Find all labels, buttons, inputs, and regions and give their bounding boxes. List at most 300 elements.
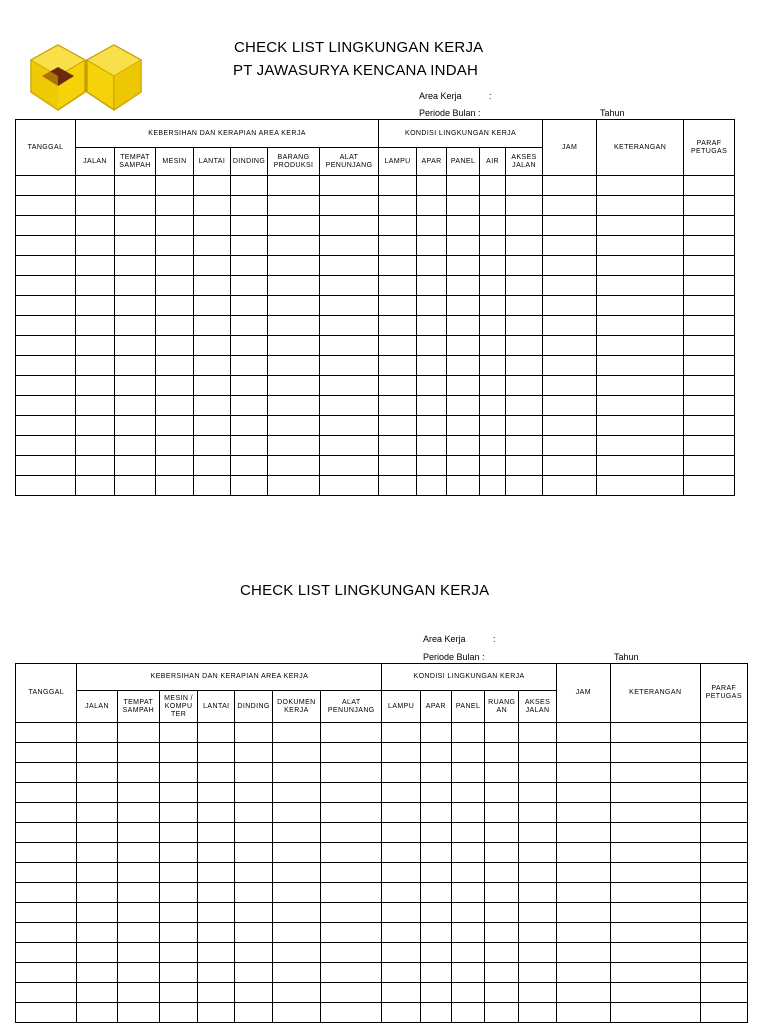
entry-cell[interactable] bbox=[16, 436, 76, 456]
entry-cell[interactable] bbox=[194, 176, 231, 196]
entry-cell[interactable] bbox=[420, 963, 451, 983]
entry-cell[interactable] bbox=[684, 416, 735, 436]
entry-cell[interactable] bbox=[159, 863, 197, 883]
entry-cell[interactable] bbox=[16, 276, 76, 296]
entry-cell[interactable] bbox=[16, 983, 77, 1003]
entry-cell[interactable] bbox=[16, 743, 77, 763]
entry-cell[interactable] bbox=[268, 216, 320, 236]
entry-cell[interactable] bbox=[382, 723, 420, 743]
entry-cell[interactable] bbox=[506, 256, 543, 276]
entry-cell[interactable] bbox=[684, 336, 735, 356]
entry-cell[interactable] bbox=[115, 476, 156, 496]
entry-cell[interactable] bbox=[77, 943, 117, 963]
entry-cell[interactable] bbox=[684, 376, 735, 396]
entry-cell[interactable] bbox=[556, 903, 610, 923]
entry-cell[interactable] bbox=[268, 336, 320, 356]
entry-cell[interactable] bbox=[480, 236, 506, 256]
entry-cell[interactable] bbox=[76, 396, 115, 416]
entry-cell[interactable] bbox=[156, 216, 194, 236]
entry-cell[interactable] bbox=[506, 416, 543, 436]
entry-cell[interactable] bbox=[194, 236, 231, 256]
entry-cell[interactable] bbox=[76, 356, 115, 376]
entry-cell[interactable] bbox=[194, 256, 231, 276]
entry-cell[interactable] bbox=[231, 176, 268, 196]
entry-cell[interactable] bbox=[115, 436, 156, 456]
entry-cell[interactable] bbox=[382, 963, 420, 983]
entry-cell[interactable] bbox=[321, 803, 382, 823]
entry-cell[interactable] bbox=[420, 743, 451, 763]
entry-cell[interactable] bbox=[556, 743, 610, 763]
entry-cell[interactable] bbox=[597, 216, 684, 236]
entry-cell[interactable] bbox=[115, 396, 156, 416]
entry-cell[interactable] bbox=[115, 376, 156, 396]
entry-cell[interactable] bbox=[77, 983, 117, 1003]
entry-cell[interactable] bbox=[543, 316, 597, 336]
entry-cell[interactable] bbox=[268, 476, 320, 496]
entry-cell[interactable] bbox=[543, 236, 597, 256]
entry-cell[interactable] bbox=[115, 456, 156, 476]
entry-cell[interactable] bbox=[156, 436, 194, 456]
entry-cell[interactable] bbox=[519, 723, 556, 743]
entry-cell[interactable] bbox=[117, 783, 159, 803]
entry-cell[interactable] bbox=[268, 416, 320, 436]
entry-cell[interactable] bbox=[16, 843, 77, 863]
entry-cell[interactable] bbox=[556, 1003, 610, 1023]
entry-cell[interactable] bbox=[235, 903, 272, 923]
entry-cell[interactable] bbox=[700, 883, 747, 903]
entry-cell[interactable] bbox=[76, 336, 115, 356]
entry-cell[interactable] bbox=[506, 276, 543, 296]
entry-cell[interactable] bbox=[379, 376, 417, 396]
entry-cell[interactable] bbox=[321, 923, 382, 943]
entry-cell[interactable] bbox=[320, 436, 379, 456]
entry-cell[interactable] bbox=[485, 923, 519, 943]
entry-cell[interactable] bbox=[198, 823, 235, 843]
entry-cell[interactable] bbox=[447, 336, 480, 356]
entry-cell[interactable] bbox=[268, 356, 320, 376]
entry-cell[interactable] bbox=[684, 436, 735, 456]
entry-cell[interactable] bbox=[556, 943, 610, 963]
entry-cell[interactable] bbox=[420, 983, 451, 1003]
entry-cell[interactable] bbox=[480, 296, 506, 316]
entry-cell[interactable] bbox=[321, 1003, 382, 1023]
entry-cell[interactable] bbox=[451, 743, 484, 763]
entry-cell[interactable] bbox=[379, 416, 417, 436]
entry-cell[interactable] bbox=[447, 476, 480, 496]
entry-cell[interactable] bbox=[16, 923, 77, 943]
entry-cell[interactable] bbox=[235, 763, 272, 783]
entry-cell[interactable] bbox=[320, 296, 379, 316]
entry-cell[interactable] bbox=[156, 356, 194, 376]
entry-cell[interactable] bbox=[76, 216, 115, 236]
entry-cell[interactable] bbox=[700, 803, 747, 823]
entry-cell[interactable] bbox=[321, 983, 382, 1003]
entry-cell[interactable] bbox=[451, 883, 484, 903]
entry-cell[interactable] bbox=[198, 923, 235, 943]
entry-cell[interactable] bbox=[480, 436, 506, 456]
entry-cell[interactable] bbox=[320, 456, 379, 476]
entry-cell[interactable] bbox=[485, 943, 519, 963]
entry-cell[interactable] bbox=[379, 476, 417, 496]
entry-cell[interactable] bbox=[519, 883, 556, 903]
entry-cell[interactable] bbox=[485, 723, 519, 743]
entry-cell[interactable] bbox=[420, 863, 451, 883]
entry-cell[interactable] bbox=[320, 176, 379, 196]
entry-cell[interactable] bbox=[159, 743, 197, 763]
entry-cell[interactable] bbox=[16, 863, 77, 883]
entry-cell[interactable] bbox=[231, 256, 268, 276]
entry-cell[interactable] bbox=[321, 943, 382, 963]
entry-cell[interactable] bbox=[485, 883, 519, 903]
entry-cell[interactable] bbox=[77, 843, 117, 863]
entry-cell[interactable] bbox=[268, 176, 320, 196]
entry-cell[interactable] bbox=[417, 316, 447, 336]
entry-cell[interactable] bbox=[272, 923, 320, 943]
entry-cell[interactable] bbox=[159, 843, 197, 863]
entry-cell[interactable] bbox=[480, 396, 506, 416]
entry-cell[interactable] bbox=[485, 803, 519, 823]
entry-cell[interactable] bbox=[379, 436, 417, 456]
entry-cell[interactable] bbox=[76, 196, 115, 216]
entry-cell[interactable] bbox=[76, 436, 115, 456]
entry-cell[interactable] bbox=[684, 176, 735, 196]
entry-cell[interactable] bbox=[684, 396, 735, 416]
entry-cell[interactable] bbox=[268, 296, 320, 316]
entry-cell[interactable] bbox=[684, 476, 735, 496]
entry-cell[interactable] bbox=[117, 803, 159, 823]
entry-cell[interactable] bbox=[235, 863, 272, 883]
entry-cell[interactable] bbox=[156, 416, 194, 436]
entry-cell[interactable] bbox=[115, 196, 156, 216]
entry-cell[interactable] bbox=[700, 823, 747, 843]
entry-cell[interactable] bbox=[159, 1003, 197, 1023]
entry-cell[interactable] bbox=[451, 723, 484, 743]
entry-cell[interactable] bbox=[700, 943, 747, 963]
entry-cell[interactable] bbox=[417, 196, 447, 216]
entry-cell[interactable] bbox=[543, 256, 597, 276]
entry-cell[interactable] bbox=[321, 903, 382, 923]
entry-cell[interactable] bbox=[543, 436, 597, 456]
entry-cell[interactable] bbox=[194, 456, 231, 476]
entry-cell[interactable] bbox=[417, 236, 447, 256]
entry-cell[interactable] bbox=[115, 216, 156, 236]
entry-cell[interactable] bbox=[156, 196, 194, 216]
entry-cell[interactable] bbox=[417, 436, 447, 456]
entry-cell[interactable] bbox=[272, 743, 320, 763]
entry-cell[interactable] bbox=[194, 316, 231, 336]
entry-cell[interactable] bbox=[16, 763, 77, 783]
entry-cell[interactable] bbox=[700, 963, 747, 983]
entry-cell[interactable] bbox=[379, 336, 417, 356]
entry-cell[interactable] bbox=[321, 843, 382, 863]
entry-cell[interactable] bbox=[198, 743, 235, 763]
entry-cell[interactable] bbox=[156, 396, 194, 416]
entry-cell[interactable] bbox=[506, 436, 543, 456]
entry-cell[interactable] bbox=[235, 843, 272, 863]
entry-cell[interactable] bbox=[235, 923, 272, 943]
entry-cell[interactable] bbox=[684, 276, 735, 296]
entry-cell[interactable] bbox=[117, 843, 159, 863]
entry-cell[interactable] bbox=[700, 843, 747, 863]
entry-cell[interactable] bbox=[597, 376, 684, 396]
entry-cell[interactable] bbox=[320, 256, 379, 276]
entry-cell[interactable] bbox=[76, 256, 115, 276]
entry-cell[interactable] bbox=[451, 923, 484, 943]
entry-cell[interactable] bbox=[320, 416, 379, 436]
entry-cell[interactable] bbox=[485, 863, 519, 883]
entry-cell[interactable] bbox=[321, 723, 382, 743]
entry-cell[interactable] bbox=[556, 843, 610, 863]
entry-cell[interactable] bbox=[543, 336, 597, 356]
entry-cell[interactable] bbox=[320, 276, 379, 296]
entry-cell[interactable] bbox=[420, 763, 451, 783]
entry-cell[interactable] bbox=[76, 416, 115, 436]
entry-cell[interactable] bbox=[77, 743, 117, 763]
entry-cell[interactable] bbox=[556, 803, 610, 823]
entry-cell[interactable] bbox=[16, 216, 76, 236]
entry-cell[interactable] bbox=[684, 236, 735, 256]
entry-cell[interactable] bbox=[382, 943, 420, 963]
entry-cell[interactable] bbox=[420, 883, 451, 903]
entry-cell[interactable] bbox=[76, 296, 115, 316]
entry-cell[interactable] bbox=[611, 723, 701, 743]
entry-cell[interactable] bbox=[76, 276, 115, 296]
entry-cell[interactable] bbox=[519, 903, 556, 923]
entry-cell[interactable] bbox=[556, 723, 610, 743]
entry-cell[interactable] bbox=[321, 763, 382, 783]
entry-cell[interactable] bbox=[447, 256, 480, 276]
entry-cell[interactable] bbox=[506, 196, 543, 216]
entry-cell[interactable] bbox=[198, 723, 235, 743]
entry-cell[interactable] bbox=[420, 843, 451, 863]
entry-cell[interactable] bbox=[198, 803, 235, 823]
entry-cell[interactable] bbox=[556, 983, 610, 1003]
entry-cell[interactable] bbox=[684, 196, 735, 216]
entry-cell[interactable] bbox=[556, 963, 610, 983]
entry-cell[interactable] bbox=[156, 276, 194, 296]
entry-cell[interactable] bbox=[506, 316, 543, 336]
entry-cell[interactable] bbox=[272, 803, 320, 823]
entry-cell[interactable] bbox=[379, 196, 417, 216]
entry-cell[interactable] bbox=[447, 236, 480, 256]
entry-cell[interactable] bbox=[198, 783, 235, 803]
entry-cell[interactable] bbox=[268, 396, 320, 416]
entry-cell[interactable] bbox=[77, 923, 117, 943]
entry-cell[interactable] bbox=[480, 176, 506, 196]
entry-cell[interactable] bbox=[77, 823, 117, 843]
entry-cell[interactable] bbox=[451, 963, 484, 983]
entry-cell[interactable] bbox=[556, 763, 610, 783]
entry-cell[interactable] bbox=[543, 356, 597, 376]
entry-cell[interactable] bbox=[272, 843, 320, 863]
entry-cell[interactable] bbox=[700, 723, 747, 743]
entry-cell[interactable] bbox=[235, 823, 272, 843]
entry-cell[interactable] bbox=[506, 216, 543, 236]
entry-cell[interactable] bbox=[485, 983, 519, 1003]
entry-cell[interactable] bbox=[447, 396, 480, 416]
entry-cell[interactable] bbox=[268, 436, 320, 456]
entry-cell[interactable] bbox=[156, 456, 194, 476]
entry-cell[interactable] bbox=[16, 316, 76, 336]
entry-cell[interactable] bbox=[597, 396, 684, 416]
entry-cell[interactable] bbox=[611, 1003, 701, 1023]
entry-cell[interactable] bbox=[77, 803, 117, 823]
entry-cell[interactable] bbox=[480, 316, 506, 336]
entry-cell[interactable] bbox=[447, 196, 480, 216]
entry-cell[interactable] bbox=[235, 943, 272, 963]
entry-cell[interactable] bbox=[159, 903, 197, 923]
entry-cell[interactable] bbox=[379, 236, 417, 256]
entry-cell[interactable] bbox=[198, 903, 235, 923]
entry-cell[interactable] bbox=[117, 943, 159, 963]
entry-cell[interactable] bbox=[198, 1003, 235, 1023]
entry-cell[interactable] bbox=[198, 863, 235, 883]
entry-cell[interactable] bbox=[597, 336, 684, 356]
entry-cell[interactable] bbox=[320, 356, 379, 376]
entry-cell[interactable] bbox=[272, 963, 320, 983]
entry-cell[interactable] bbox=[543, 296, 597, 316]
entry-cell[interactable] bbox=[611, 803, 701, 823]
entry-cell[interactable] bbox=[272, 763, 320, 783]
entry-cell[interactable] bbox=[159, 983, 197, 1003]
entry-cell[interactable] bbox=[77, 903, 117, 923]
entry-cell[interactable] bbox=[611, 983, 701, 1003]
entry-cell[interactable] bbox=[417, 296, 447, 316]
entry-cell[interactable] bbox=[76, 456, 115, 476]
entry-cell[interactable] bbox=[485, 903, 519, 923]
entry-cell[interactable] bbox=[543, 216, 597, 236]
entry-cell[interactable] bbox=[597, 276, 684, 296]
entry-cell[interactable] bbox=[159, 803, 197, 823]
entry-cell[interactable] bbox=[506, 176, 543, 196]
entry-cell[interactable] bbox=[16, 396, 76, 416]
entry-cell[interactable] bbox=[198, 943, 235, 963]
entry-cell[interactable] bbox=[16, 296, 76, 316]
entry-cell[interactable] bbox=[117, 823, 159, 843]
entry-cell[interactable] bbox=[268, 456, 320, 476]
entry-cell[interactable] bbox=[16, 476, 76, 496]
entry-cell[interactable] bbox=[194, 336, 231, 356]
entry-cell[interactable] bbox=[231, 356, 268, 376]
entry-cell[interactable] bbox=[451, 983, 484, 1003]
entry-cell[interactable] bbox=[231, 296, 268, 316]
entry-cell[interactable] bbox=[556, 823, 610, 843]
entry-cell[interactable] bbox=[379, 396, 417, 416]
entry-cell[interactable] bbox=[268, 196, 320, 216]
entry-cell[interactable] bbox=[597, 416, 684, 436]
entry-cell[interactable] bbox=[77, 723, 117, 743]
entry-cell[interactable] bbox=[321, 883, 382, 903]
entry-cell[interactable] bbox=[519, 763, 556, 783]
entry-cell[interactable] bbox=[420, 943, 451, 963]
entry-cell[interactable] bbox=[417, 396, 447, 416]
entry-cell[interactable] bbox=[480, 476, 506, 496]
entry-cell[interactable] bbox=[16, 456, 76, 476]
entry-cell[interactable] bbox=[700, 923, 747, 943]
entry-cell[interactable] bbox=[611, 943, 701, 963]
entry-cell[interactable] bbox=[76, 476, 115, 496]
entry-cell[interactable] bbox=[420, 923, 451, 943]
entry-cell[interactable] bbox=[700, 903, 747, 923]
entry-cell[interactable] bbox=[420, 783, 451, 803]
entry-cell[interactable] bbox=[382, 823, 420, 843]
entry-cell[interactable] bbox=[16, 803, 77, 823]
entry-cell[interactable] bbox=[597, 476, 684, 496]
entry-cell[interactable] bbox=[611, 883, 701, 903]
entry-cell[interactable] bbox=[117, 983, 159, 1003]
entry-cell[interactable] bbox=[321, 743, 382, 763]
entry-cell[interactable] bbox=[417, 456, 447, 476]
entry-cell[interactable] bbox=[382, 983, 420, 1003]
entry-cell[interactable] bbox=[16, 196, 76, 216]
entry-cell[interactable] bbox=[156, 336, 194, 356]
entry-cell[interactable] bbox=[451, 803, 484, 823]
entry-cell[interactable] bbox=[320, 396, 379, 416]
entry-cell[interactable] bbox=[194, 436, 231, 456]
entry-cell[interactable] bbox=[700, 783, 747, 803]
entry-cell[interactable] bbox=[684, 216, 735, 236]
entry-cell[interactable] bbox=[320, 196, 379, 216]
entry-cell[interactable] bbox=[611, 783, 701, 803]
entry-cell[interactable] bbox=[480, 276, 506, 296]
entry-cell[interactable] bbox=[611, 763, 701, 783]
entry-cell[interactable] bbox=[417, 256, 447, 276]
entry-cell[interactable] bbox=[543, 416, 597, 436]
entry-cell[interactable] bbox=[156, 476, 194, 496]
entry-cell[interactable] bbox=[597, 296, 684, 316]
entry-cell[interactable] bbox=[194, 356, 231, 376]
entry-cell[interactable] bbox=[382, 763, 420, 783]
entry-cell[interactable] bbox=[597, 436, 684, 456]
entry-cell[interactable] bbox=[117, 1003, 159, 1023]
entry-cell[interactable] bbox=[159, 943, 197, 963]
entry-cell[interactable] bbox=[485, 1003, 519, 1023]
entry-cell[interactable] bbox=[272, 983, 320, 1003]
entry-cell[interactable] bbox=[231, 196, 268, 216]
entry-cell[interactable] bbox=[519, 863, 556, 883]
entry-cell[interactable] bbox=[447, 316, 480, 336]
entry-cell[interactable] bbox=[382, 843, 420, 863]
entry-cell[interactable] bbox=[268, 236, 320, 256]
entry-cell[interactable] bbox=[447, 176, 480, 196]
entry-cell[interactable] bbox=[556, 883, 610, 903]
entry-cell[interactable] bbox=[611, 963, 701, 983]
entry-cell[interactable] bbox=[480, 356, 506, 376]
entry-cell[interactable] bbox=[76, 236, 115, 256]
entry-cell[interactable] bbox=[543, 276, 597, 296]
entry-cell[interactable] bbox=[379, 256, 417, 276]
entry-cell[interactable] bbox=[16, 336, 76, 356]
entry-cell[interactable] bbox=[485, 763, 519, 783]
entry-cell[interactable] bbox=[231, 456, 268, 476]
entry-cell[interactable] bbox=[77, 1003, 117, 1023]
entry-cell[interactable] bbox=[382, 883, 420, 903]
entry-cell[interactable] bbox=[611, 863, 701, 883]
entry-cell[interactable] bbox=[480, 196, 506, 216]
entry-cell[interactable] bbox=[198, 843, 235, 863]
entry-cell[interactable] bbox=[451, 943, 484, 963]
entry-cell[interactable] bbox=[231, 316, 268, 336]
entry-cell[interactable] bbox=[16, 256, 76, 276]
entry-cell[interactable] bbox=[519, 983, 556, 1003]
entry-cell[interactable] bbox=[159, 963, 197, 983]
entry-cell[interactable] bbox=[451, 1003, 484, 1023]
entry-cell[interactable] bbox=[700, 863, 747, 883]
entry-cell[interactable] bbox=[451, 823, 484, 843]
entry-cell[interactable] bbox=[485, 743, 519, 763]
entry-cell[interactable] bbox=[231, 236, 268, 256]
entry-cell[interactable] bbox=[115, 296, 156, 316]
